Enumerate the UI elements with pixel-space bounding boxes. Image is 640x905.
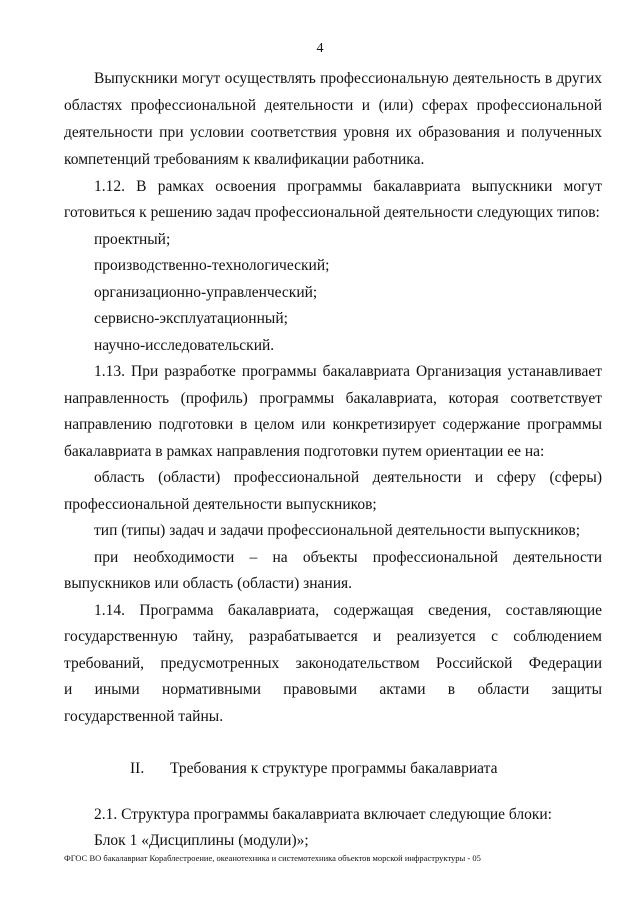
page-footer: ФГОС ВО бакалавриат Кораблестроение, океанотехника и системотехника объектов морской инфраструктуры - 05 [64,853,481,863]
section-1-13-line: направленность (профиль) программы бакалавриата, которая соответствует [64,390,602,407]
section-1-14-line: требований, предусмотренных законодательством Российской Федерации [64,655,602,672]
orientation-line: выпускников или область (области) знания. [64,575,353,592]
section-1-13-line: бакалавриата в рамках направления подготовки путем ориентации ее на: [64,443,545,460]
section-1-13-line: 1.13. При разработке программы бакалавриата Организация устанавливает [94,363,602,380]
section-1-14-line: и иными нормативными правовыми актами в области защиты [64,681,602,698]
paragraph-line: компетенций требованиям к квалификации работника. [64,151,425,168]
page-number: 4 [316,41,324,56]
paragraph-line: областях профессиональной деятельности и (или) сферах профессиональной [64,97,602,114]
paragraph-line: Выпускники могут осуществлять профессиональную деятельность в других [94,70,602,87]
list-item: научно-исследовательский. [94,337,275,354]
section-1-12-line: 1.12. В рамках освоения программы бакалавриата выпускники могут [94,178,602,195]
section-heading [130,760,498,778]
section-1-14-line: государственной тайны. [64,708,224,725]
list-item: организационно-управленческий; [94,284,318,301]
block-1-line: Блок 1 «Дисциплины (модули)»; [94,832,309,849]
section-heading-number: II. [130,760,145,777]
list-item: сервисно-эксплуатационный; [94,310,288,327]
list-item: производственно-технологический; [94,257,330,274]
orientation-line: при необходимости – на объекты профессиональной деятельности [94,549,602,566]
section-heading-title: Требования к структуре программы бакалавриата [170,760,498,777]
section-2-1-line: 2.1. Структура программы бакалавриата включает следующие блоки: [94,806,552,823]
orientation-line: профессиональной деятельности выпускников; [64,496,377,513]
list-item: проектный; [94,231,171,248]
orientation-line: тип (типы) задач и задачи профессиональной деятельности выпускников; [94,522,581,539]
section-1-14-line: 1.14. Программа бакалавриата, содержащая сведения, составляющие [94,602,602,619]
paragraph-line: деятельности при условии соответствия уровня их образования и полученных [64,124,602,141]
section-1-14-line: государственную тайну, разрабатывается и реализуется с соблюдением [64,628,602,645]
section-1-13-line: направлению подготовки в целом или конкретизирует содержание программы [64,416,602,433]
section-1-12-line: готовиться к решению задач профессиональной деятельности следующих типов: [64,204,600,221]
orientation-line: область (области) профессиональной деятельности и сферу (сферы) [94,469,602,486]
